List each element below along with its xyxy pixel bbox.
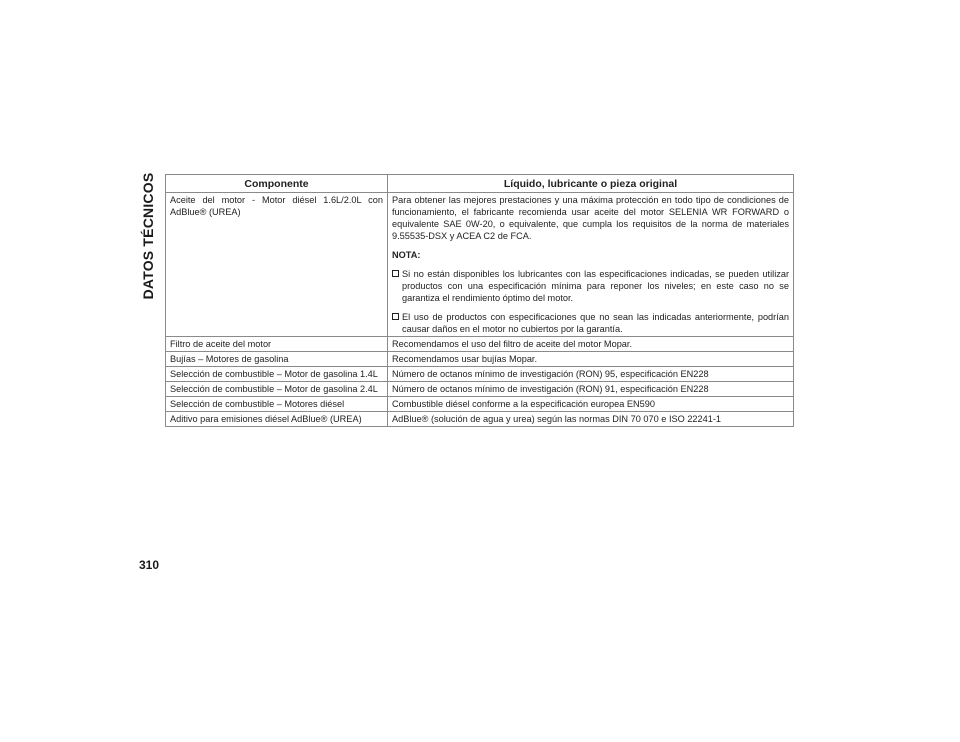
column-header-fluid: Líquido, lubricante o pieza original bbox=[388, 175, 794, 193]
note-text: El uso de productos con especificaciones que no sean las indicadas anteriormente, podrían causar daños en el motor no cubiertos por la garantía. bbox=[402, 312, 789, 334]
table-row bbox=[166, 397, 794, 412]
note-item bbox=[392, 268, 789, 304]
checkbox-bullet-icon bbox=[392, 313, 399, 320]
cell-value: Recomendamos usar bujías Mopar. bbox=[388, 352, 794, 367]
cell-value: Número de octanos mínimo de investigación (RON) 91, especificación EN228 bbox=[388, 382, 794, 397]
table-row bbox=[166, 367, 794, 382]
cell-component: Selección de combustible – Motores diésel bbox=[166, 397, 388, 412]
note-label: NOTA: bbox=[392, 250, 421, 260]
cell-value: Número de octanos mínimo de investigación (RON) 95, especificación EN228 bbox=[388, 367, 794, 382]
table-row bbox=[166, 382, 794, 397]
table-row bbox=[166, 193, 794, 337]
section-title-text: DATOS TÉCNICOS bbox=[140, 172, 156, 300]
cell-value: AdBlue® (solución de agua y urea) según las normas DIN 70 070 e ISO 22241-1 bbox=[388, 412, 794, 427]
table-row bbox=[166, 412, 794, 427]
cell-value: Combustible diésel conforme a la especificación europea EN590 bbox=[388, 397, 794, 412]
cell-component: Selección de combustible – Motor de gasolina 2.4L bbox=[166, 382, 388, 397]
engine-oil-text: Para obtener las mejores prestaciones y una máxima protección en todo tipo de condiciones de funcionamiento, el fabricante recomienda usar aceite del motor SELENIA WR FORWARD o equivalente SAE 0W-20, o equivalente, que cumpla los requisitos de la norma de materiales 9.55535-DSX y ACEA C2 de FCA. bbox=[392, 195, 789, 241]
column-header-component: Componente bbox=[166, 175, 388, 193]
cell-component: Bujías – Motores de gasolina bbox=[166, 352, 388, 367]
cell-component: Aceite del motor - Motor diésel 1.6L/2.0L con AdBlue® (UREA) bbox=[166, 193, 388, 337]
page-number: 310 bbox=[139, 558, 160, 572]
cell-component: Aditivo para emisiones diésel AdBlue® (UREA) bbox=[166, 412, 388, 427]
cell-value: Recomendamos el uso del filtro de aceite del motor Mopar. bbox=[388, 337, 794, 352]
note-text: Si no están disponibles los lubricantes con las especificaciones indicadas, se pueden utilizar productos con una especificación mínima para reponer los niveles; en este caso no se garantiza el rendimiento óptimo del motor. bbox=[402, 269, 789, 303]
cell-value bbox=[388, 193, 794, 337]
note-item bbox=[392, 311, 789, 335]
cell-component: Filtro de aceite del motor bbox=[166, 337, 388, 352]
fluids-spec-table bbox=[165, 174, 794, 427]
checkbox-bullet-icon bbox=[392, 270, 399, 277]
table-row bbox=[166, 337, 794, 352]
section-title bbox=[138, 172, 158, 300]
table-row bbox=[166, 352, 794, 367]
table-header-row bbox=[166, 175, 794, 193]
cell-component: Selección de combustible – Motor de gasolina 1.4L bbox=[166, 367, 388, 382]
